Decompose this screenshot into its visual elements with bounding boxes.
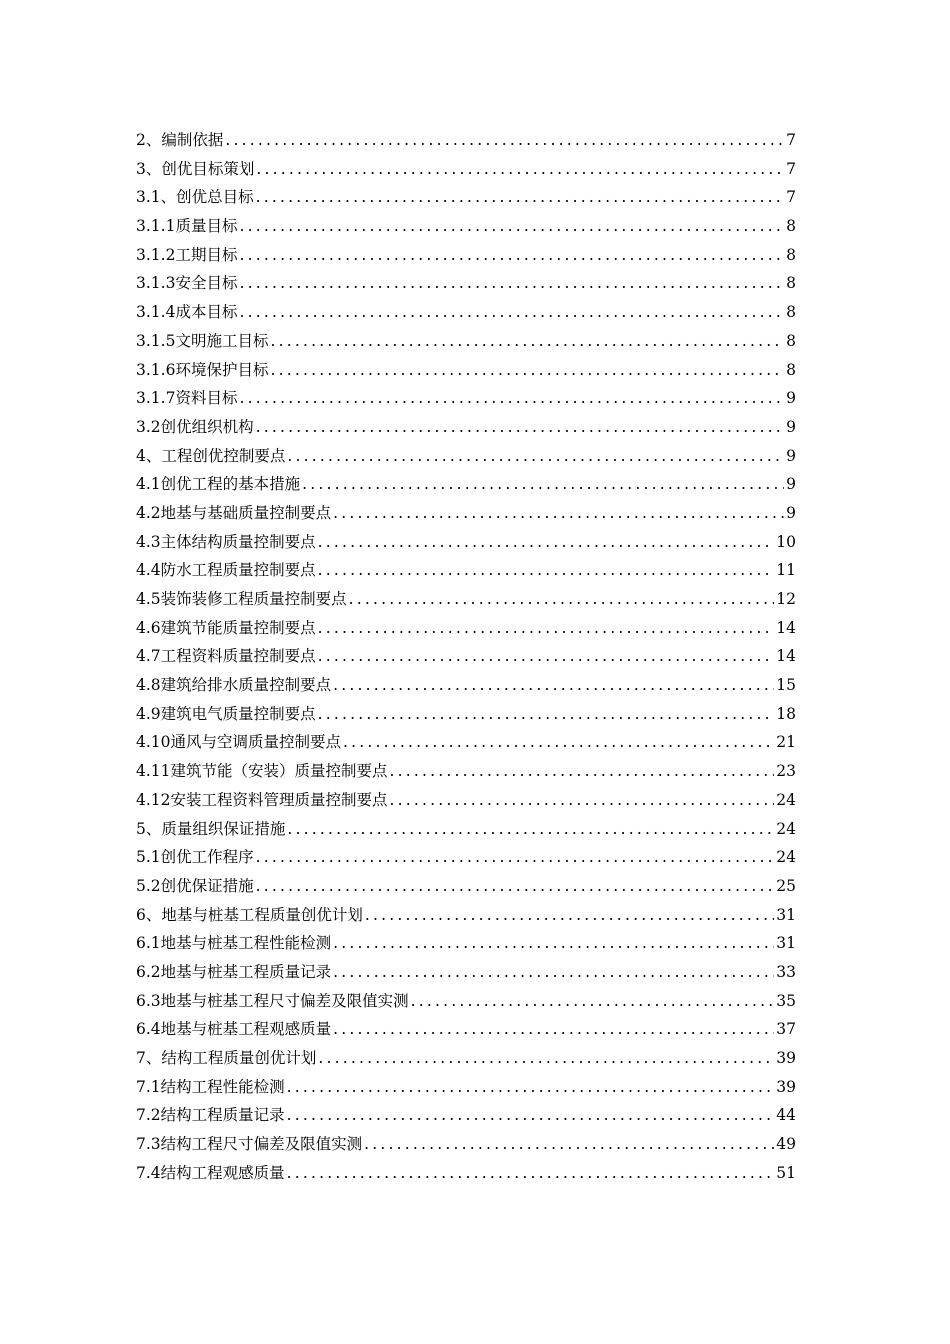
toc-entry-page-number: 18 <box>776 704 796 723</box>
toc-entry[interactable] <box>136 786 796 815</box>
toc-entry-page-number: 37 <box>776 1020 796 1039</box>
toc-entry-title: 3、创优目标策划 <box>136 159 255 178</box>
toc-dot-leader <box>270 356 784 385</box>
toc-entry[interactable] <box>136 958 796 987</box>
toc-dot-leader <box>390 757 775 786</box>
toc-entry-title: 3.1.5文明施工目标 <box>136 331 269 350</box>
toc-entry-title: 7.3结构工程尺寸偏差及限值实测 <box>136 1135 363 1154</box>
toc-entry-title: 4.3主体结构质量控制要点 <box>136 532 316 551</box>
toc-entry-page-number: 7 <box>786 159 796 178</box>
toc-entry-title: 6.3地基与桩基工程尺寸偏差及限值实测 <box>136 991 409 1010</box>
toc-dot-leader <box>239 384 784 413</box>
toc-entry-page-number: 15 <box>776 676 796 695</box>
toc-entry-title: 3.1.3安全目标 <box>136 274 238 293</box>
toc-entry-title: 3.1.1质量目标 <box>136 217 238 236</box>
toc-entry-title: 4.9建筑电气质量控制要点 <box>136 704 316 723</box>
toc-entry-title: 5、质量组织保证措施 <box>136 819 286 838</box>
toc-dot-leader <box>287 1073 775 1102</box>
toc-dot-leader <box>333 1015 774 1044</box>
toc-entry-page-number: 39 <box>776 1049 796 1067</box>
toc-entry-title: 3.1、创优总目标 <box>136 188 254 207</box>
toc-dot-leader <box>239 241 784 270</box>
toc-dot-leader <box>287 442 784 471</box>
toc-entry[interactable] <box>136 614 796 643</box>
toc-dot-leader <box>318 528 775 557</box>
toc-entry[interactable] <box>136 585 796 614</box>
toc-dot-leader <box>287 815 774 844</box>
toc-entry[interactable] <box>136 155 796 184</box>
toc-dot-leader <box>270 327 784 356</box>
toc-dot-leader <box>390 786 775 815</box>
toc-entry-page-number: 8 <box>786 303 796 322</box>
toc-entry[interactable] <box>136 241 796 270</box>
toc-dot-leader <box>333 958 774 987</box>
toc-entry-title: 4.11建筑节能（安装）质量控制要点 <box>136 762 388 781</box>
toc-dot-leader <box>256 872 775 901</box>
toc-entry[interactable] <box>136 728 796 757</box>
toc-entry[interactable] <box>136 872 796 901</box>
toc-entry-page-number: 14 <box>776 618 796 637</box>
toc-entry-title: 5.1创优工作程序 <box>136 848 254 867</box>
toc-dot-leader <box>411 987 775 1016</box>
toc-entry[interactable] <box>136 413 796 442</box>
toc-entry-title: 4.8建筑给排水质量控制要点 <box>136 676 332 695</box>
toc-entry-page-number: 11 <box>776 561 796 580</box>
toc-entry-page-number: 7 <box>786 188 796 207</box>
toc-entry-title: 6.1地基与桩基工程性能检测 <box>136 934 332 953</box>
toc-entry[interactable] <box>136 815 796 844</box>
toc-entry-title: 7、结构工程质量创优计划 <box>136 1049 317 1067</box>
toc-entry[interactable] <box>136 470 796 499</box>
toc-entry-title: 2、编制依据 <box>136 131 224 149</box>
toc-entry[interactable] <box>136 987 796 1016</box>
toc-entry[interactable] <box>136 671 796 700</box>
toc-entry-page-number: 35 <box>776 991 796 1010</box>
toc-entry-title: 3.1.7资料目标 <box>136 389 238 408</box>
toc-entry-title: 4.12安装工程资料管理质量控制要点 <box>136 790 388 809</box>
toc-dot-leader <box>333 499 784 528</box>
toc-entry[interactable] <box>136 1044 796 1073</box>
toc-entry-page-number: 31 <box>776 905 796 924</box>
toc-dot-leader <box>256 413 784 442</box>
toc-dot-leader <box>318 614 775 643</box>
toc-entry[interactable] <box>136 212 796 241</box>
toc-dot-leader <box>318 1044 774 1073</box>
toc-entry-title: 7.1结构工程性能检测 <box>136 1077 285 1096</box>
toc-entry-title: 4.4防水工程质量控制要点 <box>136 561 316 580</box>
toc-entry[interactable] <box>136 499 796 528</box>
toc-entry-title: 6.2地基与桩基工程质量记录 <box>136 962 332 981</box>
toc-entry-page-number: 24 <box>776 819 796 838</box>
toc-entry[interactable] <box>136 642 796 671</box>
toc-entry-page-number: 39 <box>776 1077 796 1096</box>
toc-dot-leader <box>256 183 784 212</box>
toc-entry-page-number: 7 <box>786 131 796 149</box>
toc-entry-title: 6.4地基与桩基工程观感质量 <box>136 1020 332 1039</box>
toc-entry-page-number: 9 <box>786 503 796 522</box>
toc-entry-title: 7.4结构工程观感质量 <box>136 1163 285 1182</box>
toc-entry[interactable] <box>136 901 796 930</box>
toc-entry-page-number: 21 <box>776 733 796 752</box>
toc-entry[interactable] <box>136 843 796 872</box>
toc-entry[interactable] <box>136 126 796 155</box>
toc-entry[interactable] <box>136 929 796 958</box>
toc-entry-title: 3.1.6环境保护目标 <box>136 360 269 379</box>
toc-entry-title: 4.6建筑节能质量控制要点 <box>136 618 316 637</box>
toc-entry-title: 3.1.2工期目标 <box>136 245 238 264</box>
toc-dot-leader <box>333 671 774 700</box>
toc-entry[interactable] <box>136 1073 796 1102</box>
toc-dot-leader <box>349 585 775 614</box>
toc-entry[interactable] <box>136 556 796 585</box>
toc-entry[interactable] <box>136 528 796 557</box>
toc-entry-page-number: 49 <box>776 1135 796 1154</box>
toc-dot-leader <box>364 1130 774 1159</box>
toc-entry-title: 4.1创优工程的基本措施 <box>136 475 301 494</box>
toc-entry-page-number: 51 <box>776 1163 796 1182</box>
toc-dot-leader <box>343 728 774 757</box>
toc-entry-page-number: 14 <box>776 647 796 666</box>
toc-entry[interactable] <box>136 1015 796 1044</box>
toc-dot-leader <box>256 843 775 872</box>
toc-entry-page-number: 33 <box>776 962 796 981</box>
toc-entry-page-number: 9 <box>786 389 796 408</box>
toc-dot-leader <box>239 212 784 241</box>
toc-entry-title: 3.1.4成本目标 <box>136 303 238 322</box>
toc-entry-page-number: 8 <box>786 360 796 379</box>
toc-entry-page-number: 8 <box>786 217 796 236</box>
toc-entry-page-number: 12 <box>776 590 796 608</box>
toc-entry[interactable] <box>136 183 796 212</box>
toc-entry-title: 6、地基与桩基工程质量创优计划 <box>136 905 363 924</box>
toc-dot-leader <box>225 126 784 155</box>
toc-entry-title: 5.2创优保证措施 <box>136 876 254 895</box>
toc-entry[interactable] <box>136 442 796 471</box>
toc-dot-leader <box>318 700 775 729</box>
toc-entry-title: 4、工程创优控制要点 <box>136 446 286 465</box>
toc-entry-page-number: 9 <box>786 475 796 494</box>
toc-dot-leader <box>302 470 784 499</box>
toc-entry-page-number: 24 <box>776 790 796 809</box>
toc-entry-page-number: 8 <box>786 331 796 350</box>
toc-entry-page-number: 23 <box>776 762 796 781</box>
toc-dot-leader <box>287 1101 775 1130</box>
toc-entry-page-number: 44 <box>776 1106 796 1125</box>
toc-entry-page-number: 31 <box>776 934 796 953</box>
toc-dot-leader <box>318 556 775 585</box>
toc-entry-title: 4.2地基与基础质量控制要点 <box>136 503 332 522</box>
toc-entry[interactable] <box>136 700 796 729</box>
toc-dot-leader <box>365 901 774 930</box>
toc-entry-title: 4.7工程资料质量控制要点 <box>136 647 316 666</box>
toc-entry-page-number: 25 <box>776 876 796 895</box>
toc-entry-page-number: 9 <box>786 417 796 436</box>
toc-dot-leader <box>287 1159 775 1188</box>
toc-entry[interactable] <box>136 1130 796 1159</box>
toc-entry[interactable] <box>136 1101 796 1130</box>
toc-entry[interactable] <box>136 298 796 327</box>
toc-entry-page-number: 24 <box>776 848 796 867</box>
toc-entry-page-number: 9 <box>786 446 796 465</box>
toc-entry[interactable] <box>136 327 796 356</box>
toc-entry-title: 4.10通风与空调质量控制要点 <box>136 733 342 752</box>
toc-entry-title: 7.2结构工程质量记录 <box>136 1106 285 1125</box>
toc-entry[interactable] <box>136 269 796 298</box>
toc-entry-title: 4.5装饰装修工程质量控制要点 <box>136 590 347 608</box>
toc-entry-title: 3.2创优组织机构 <box>136 417 254 436</box>
toc-entry-page-number: 10 <box>776 532 796 551</box>
toc-entry-page-number: 8 <box>786 274 796 293</box>
toc-entry-page-number: 8 <box>786 245 796 264</box>
toc-entry[interactable] <box>136 384 796 413</box>
toc-dot-leader <box>256 155 784 184</box>
toc-entry[interactable] <box>136 356 796 385</box>
toc-dot-leader <box>239 269 784 298</box>
toc-entry[interactable] <box>136 757 796 786</box>
toc-dot-leader <box>333 929 774 958</box>
toc-dot-leader <box>318 642 775 671</box>
table-of-contents <box>136 126 796 1187</box>
toc-dot-leader <box>239 298 784 327</box>
toc-entry[interactable] <box>136 1159 796 1188</box>
